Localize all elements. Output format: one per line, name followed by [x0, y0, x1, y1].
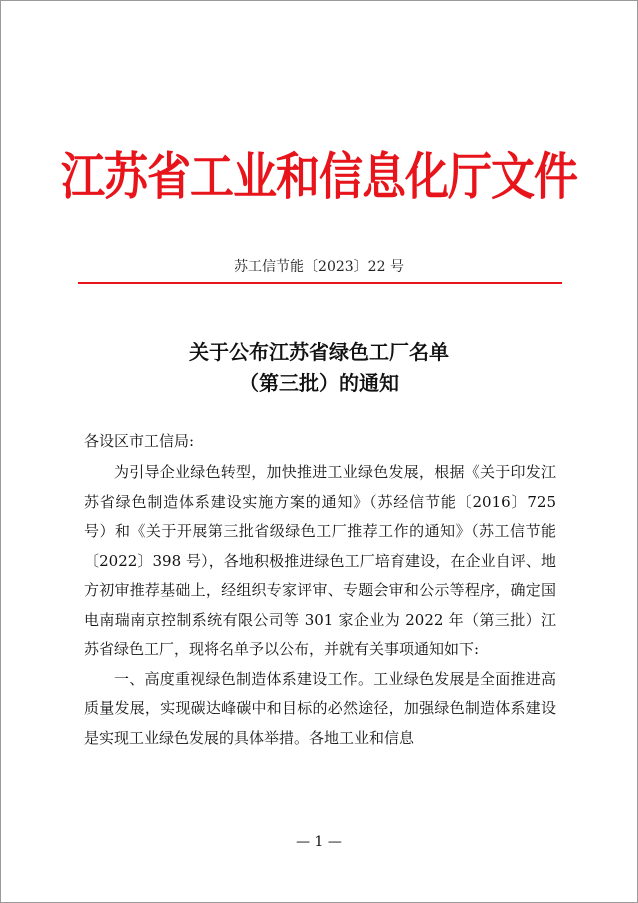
- notice-title-line-2: （第三批）的通知: [239, 371, 399, 395]
- page-number: — 1 —: [296, 834, 342, 850]
- issuer-header: 江苏省工业和信息化厅文件: [61, 147, 577, 207]
- addressee: 各设区市工信局:: [84, 432, 195, 450]
- body-paragraph: 为引导企业绿色转型，加快推进工业绿色发展，根据《关于印发江苏省绿色制造体系建设实施方案的通知》（苏经信节能〔2016〕725 号）和《关于开展第三批省级绿色工厂推荐工作的通知》（苏工信节能〔2022〕398 号），各地积极推进绿色工厂培育建设，在企业自评、地方初审推荐基础上，经组织专家评审、专题会审和公示等程序，确定国电南瑞南京控制系统有限公司等 301 家企业为 2022 年（第三批）江苏省绿色工厂，现将名单予以公布，并就有关事项通知如下:: [84, 463, 556, 658]
- red-separator-line: [78, 282, 562, 284]
- notice-title: [0, 337, 638, 399]
- body-text: [84, 458, 556, 753]
- body-paragraph: 一、高度重视绿色制造体系建设工作。工业绿色发展是全面推进高质量发展，实现碳达峰碳中和目标的必然途径，加强绿色制造体系建设是实现工业绿色发展的具体举措。各地工业和信息: [84, 669, 556, 747]
- document-number: 苏工信节能〔2023〕22 号: [234, 259, 404, 275]
- notice-title-line-1: 关于公布江苏省绿色工厂名单: [189, 340, 449, 364]
